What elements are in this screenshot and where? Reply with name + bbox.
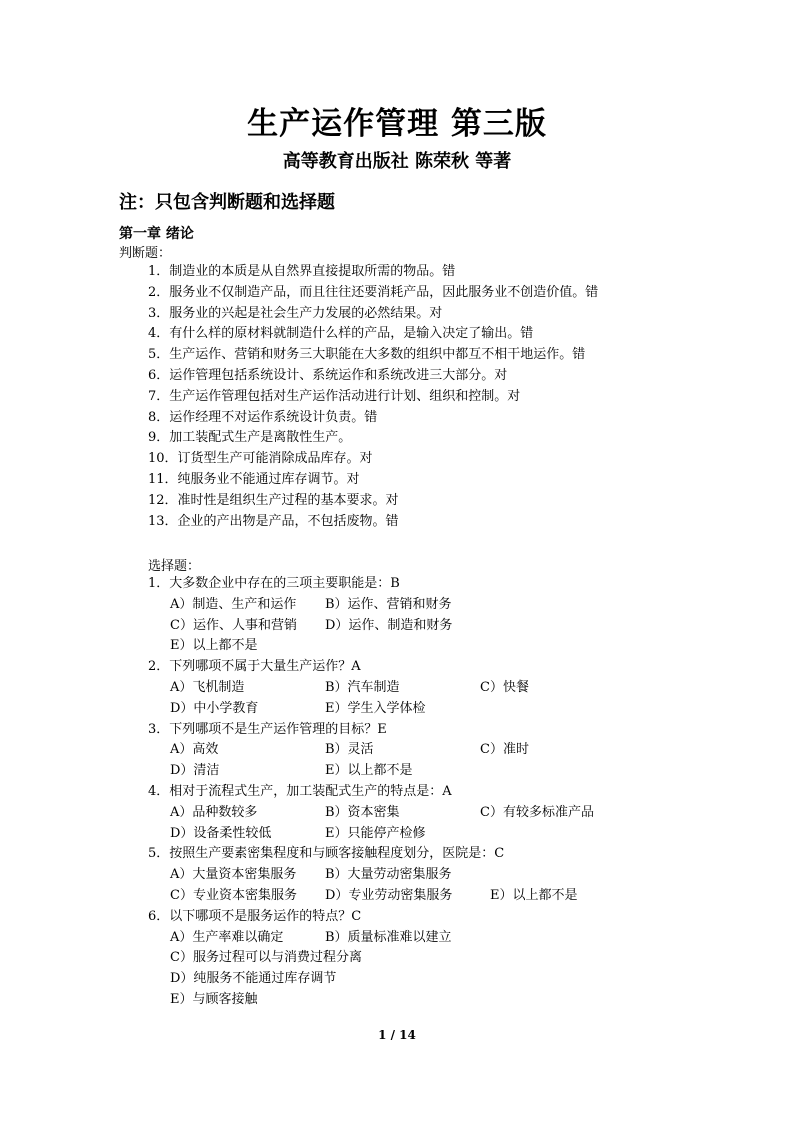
option: A）飞机制造 [170, 679, 245, 695]
question-text: 3．下列哪项不是生产运作管理的目标？E [148, 721, 387, 737]
option: E）以上都不是 [490, 887, 578, 903]
option: E）与顾客接触 [170, 991, 258, 1007]
choice-list [148, 574, 594, 1011]
question-text: 6．以下哪项不是服务运作的特点？C [148, 908, 362, 924]
option: C）服务过程可以与消费过程分离 [170, 950, 362, 966]
option-row [148, 678, 594, 699]
option-row [148, 928, 594, 949]
option: D）清洁 [170, 763, 220, 779]
option: B）汽车制造 [325, 679, 400, 695]
option: E）学生入学体检 [325, 700, 426, 716]
option-row [148, 636, 594, 657]
option: C）准时 [480, 742, 529, 758]
option-row [148, 740, 594, 761]
option: B）质量标准难以建立 [325, 929, 452, 945]
scope-note: 注：只包含判断题和选择题 [119, 192, 335, 213]
judge-item: 3．服务业的兴起是社会生产力发展的必然结果。对 [148, 305, 443, 321]
judge-list [148, 262, 598, 532]
option-row [148, 595, 594, 616]
option: B）灵活 [325, 742, 374, 758]
judge-item: 13．企业的产出物是产品，不包括废物。错 [148, 513, 399, 529]
option-row [148, 699, 594, 720]
option: A）品种数较多 [170, 804, 258, 820]
option-row [148, 824, 594, 845]
option: B）资本密集 [325, 804, 400, 820]
judge-item: 6．运作管理包括系统设计、系统运作和系统改进三大部分。对 [148, 367, 508, 383]
option: D）设备柔性较低 [170, 825, 272, 841]
judge-item: 2．服务业不仅制造产品，而且往往还要消耗产品，因此服务业不创造价值。错 [148, 284, 599, 300]
document-subtitle: 高等教育出版社 陈荣秋 等著 [282, 151, 512, 172]
option: D）专业劳动密集服务 [325, 887, 453, 903]
document-title: 生产运作管理 第三版 [247, 106, 547, 142]
option: E）以上都不是 [325, 763, 413, 779]
option-row [148, 990, 594, 1011]
judge-item: 12．准时性是组织生产过程的基本要求。对 [148, 492, 399, 508]
option: A）大量资本密集服务 [170, 867, 297, 883]
chapter-heading: 第一章 绪论 [119, 226, 194, 242]
question-text: 2．下列哪项不属于大量生产运作？A [148, 659, 361, 675]
option: C）运作、人事和营销 [170, 617, 297, 633]
question-text: 4．相对于流程式生产，加工装配式生产的特点是：A [148, 783, 452, 799]
judge-item: 10．订货型生产可能消除成品库存。对 [148, 451, 373, 467]
question-text: 1．大多数企业中存在的三项主要职能是：B [148, 576, 400, 591]
option-row [148, 616, 594, 637]
option-row [148, 969, 594, 990]
question-text: 5．按照生产要素密集程度和与顾客接触程度划分，医院是：C [148, 846, 505, 862]
option: B）大量劳动密集服务 [325, 867, 452, 883]
choice-section-label: 选择题： [148, 559, 201, 574]
option-row [148, 865, 594, 886]
judge-item: 11．纯服务业不能通过库存调节。对 [148, 471, 360, 487]
option: D）中小学教育 [170, 700, 259, 716]
judge-section-label: 判断题： [119, 246, 172, 261]
page-number: 1 / 14 [378, 1028, 416, 1042]
option: A）制造、生产和运作 [170, 596, 297, 612]
option-row [148, 803, 594, 824]
option: C）快餐 [480, 679, 529, 695]
judge-item: 8．运作经理不对运作系统设计负责。错 [148, 409, 378, 425]
option: D）运作、制造和财务 [325, 617, 453, 633]
option: E）只能停产检修 [325, 825, 426, 841]
option: E）以上都不是 [170, 638, 258, 654]
option: C）有较多标准产品 [480, 804, 594, 820]
option: A）生产率难以确定 [170, 929, 284, 945]
option-row [148, 948, 594, 969]
judge-item: 4．有什么样的原材料就制造什么样的产品，是输入决定了输出。错 [148, 326, 534, 342]
option-row [148, 761, 594, 782]
option-row [148, 886, 594, 907]
judge-item: 1．制造业的本质是从自然界直接提取所需的物品。错 [148, 264, 456, 279]
option: C）专业资本密集服务 [170, 887, 297, 903]
judge-item: 5．生产运作、营销和财务三大职能在大多数的组织中都互不相干地运作。错 [148, 347, 586, 363]
judge-item: 7．生产运作管理包括对生产运作活动进行计划、组织和控制。对 [148, 388, 521, 404]
option: A）高效 [170, 742, 219, 758]
option: B）运作、营销和财务 [325, 596, 452, 612]
option: D）纯服务不能通过库存调节 [170, 971, 337, 987]
judge-item: 9．加工装配式生产是离散性生产。 [148, 430, 352, 446]
